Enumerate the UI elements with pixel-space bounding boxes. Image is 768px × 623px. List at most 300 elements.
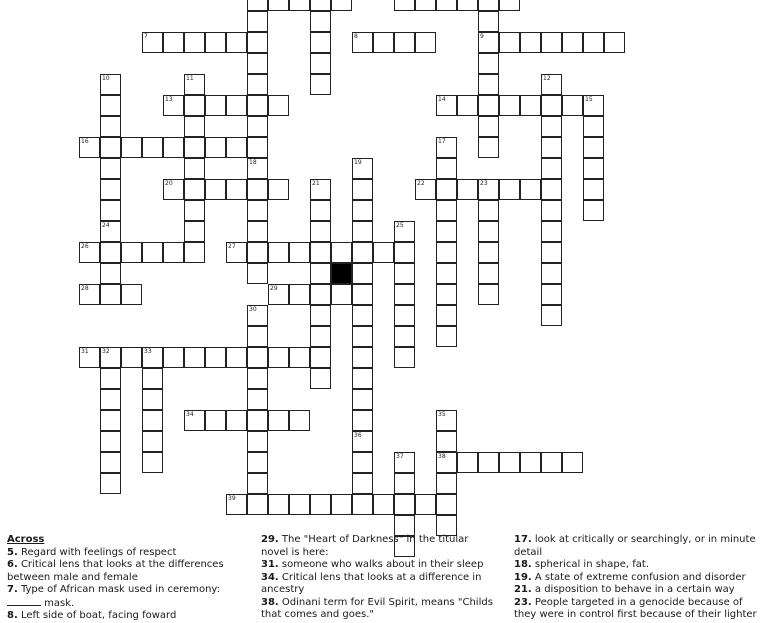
grid-cell[interactable]	[226, 95, 247, 116]
grid-cell[interactable]	[289, 0, 310, 11]
grid-cell[interactable]	[247, 410, 268, 431]
grid-cell[interactable]	[121, 347, 142, 368]
clue-number-label: 17	[438, 138, 446, 145]
grid-cell[interactable]	[289, 410, 310, 431]
grid-cell[interactable]	[247, 368, 268, 389]
grid-cell[interactable]	[100, 242, 121, 263]
grid-cell[interactable]	[100, 137, 121, 158]
grid-cell[interactable]	[415, 179, 436, 200]
clue-text: a disposition to behave in a certain way	[531, 584, 735, 595]
grid-cell[interactable]	[499, 179, 520, 200]
grid-cell[interactable]	[310, 32, 331, 53]
grid-cell[interactable]	[226, 242, 247, 263]
grid-cell[interactable]	[100, 473, 121, 494]
grid-cell[interactable]	[394, 452, 415, 473]
grid-cell[interactable]	[583, 32, 604, 53]
grid-cell[interactable]	[478, 74, 499, 95]
grid-cell[interactable]	[184, 32, 205, 53]
clue-number: 29.	[261, 534, 279, 545]
grid-cell[interactable]	[541, 95, 562, 116]
grid-cell[interactable]	[394, 0, 415, 11]
grid-cell[interactable]	[478, 221, 499, 242]
grid-cell[interactable]	[268, 179, 289, 200]
grid-cell[interactable]	[583, 158, 604, 179]
grid-cell[interactable]	[541, 116, 562, 137]
grid-cell[interactable]	[436, 200, 457, 221]
clue-column-2	[261, 534, 497, 622]
grid-cell[interactable]	[478, 200, 499, 221]
clue-item	[261, 559, 497, 572]
grid-cell[interactable]	[205, 137, 226, 158]
grid-cell[interactable]	[268, 95, 289, 116]
grid-cell[interactable]	[247, 0, 268, 11]
grid-cell[interactable]	[352, 368, 373, 389]
grid-cell[interactable]	[436, 494, 457, 515]
grid-cell[interactable]	[562, 32, 583, 53]
grid-cell[interactable]	[247, 200, 268, 221]
grid-cell[interactable]	[478, 0, 499, 11]
clue-item	[7, 610, 247, 623]
clue-number-label: 36	[354, 432, 362, 439]
grid-cell[interactable]	[436, 326, 457, 347]
grid-cell[interactable]	[205, 179, 226, 200]
grid-cell[interactable]	[142, 242, 163, 263]
grid-cell[interactable]	[352, 347, 373, 368]
grid-cell[interactable]	[499, 32, 520, 53]
grid-cell[interactable]	[541, 242, 562, 263]
clue-number-label: 14	[438, 96, 446, 103]
grid-cell[interactable]	[352, 389, 373, 410]
grid-cell[interactable]	[541, 158, 562, 179]
grid-cell[interactable]	[352, 473, 373, 494]
grid-cell[interactable]	[541, 200, 562, 221]
grid-cell[interactable]	[100, 221, 121, 242]
grid-cell[interactable]	[352, 305, 373, 326]
clue-text: spherical in shape, fat.	[531, 559, 649, 570]
grid-cell[interactable]	[289, 242, 310, 263]
grid-cell[interactable]	[394, 221, 415, 242]
grid-cell[interactable]	[478, 32, 499, 53]
clue-text: Critical lens that looks at the differences between male and female	[7, 559, 224, 583]
grid-cell[interactable]	[352, 326, 373, 347]
grid-cell[interactable]	[373, 494, 394, 515]
grid-cell[interactable]	[247, 179, 268, 200]
grid-cell[interactable]	[205, 347, 226, 368]
grid-cell[interactable]	[226, 410, 247, 431]
grid-cell[interactable]	[184, 95, 205, 116]
grid-cell[interactable]	[100, 368, 121, 389]
grid-cell[interactable]	[478, 137, 499, 158]
grid-cell[interactable]	[163, 137, 184, 158]
clue-text: Odinani term for Evil Spirit, means "Childs that comes and goes."	[261, 596, 493, 620]
grid-cell[interactable]	[394, 305, 415, 326]
grid-cell[interactable]	[268, 410, 289, 431]
grid-cell[interactable]	[436, 179, 457, 200]
grid-cell[interactable]	[352, 221, 373, 242]
grid-cell[interactable]	[268, 494, 289, 515]
grid-cell[interactable]	[310, 200, 331, 221]
grid-cell[interactable]	[100, 452, 121, 473]
grid-cell[interactable]	[331, 494, 352, 515]
grid-cell[interactable]	[310, 53, 331, 74]
clue-item	[514, 584, 764, 597]
grid-cell[interactable]	[541, 305, 562, 326]
grid-cell[interactable]	[226, 137, 247, 158]
grid-cell[interactable]	[352, 452, 373, 473]
grid-cell[interactable]	[247, 95, 268, 116]
grid-cell[interactable]	[163, 347, 184, 368]
grid-cell[interactable]	[310, 494, 331, 515]
grid-cell[interactable]	[436, 0, 457, 11]
clue-text: Type of African mask used in ceremony:	[17, 584, 220, 595]
grid-cell[interactable]	[436, 137, 457, 158]
clue-column-3	[514, 534, 764, 622]
clue-number-label: 7	[144, 33, 148, 40]
clue-number-label: 39	[228, 495, 236, 502]
grid-cell[interactable]	[100, 179, 121, 200]
grid-cell[interactable]	[100, 431, 121, 452]
grid-cell[interactable]	[394, 515, 415, 536]
grid-cell[interactable]	[436, 221, 457, 242]
clue-number-label: 29	[270, 285, 278, 292]
grid-cell[interactable]	[184, 410, 205, 431]
grid-cell[interactable]	[184, 242, 205, 263]
grid-cell[interactable]	[604, 32, 625, 53]
grid-cell[interactable]	[184, 347, 205, 368]
grid-cell[interactable]	[100, 200, 121, 221]
grid-cell[interactable]	[205, 410, 226, 431]
grid-cell[interactable]	[394, 494, 415, 515]
grid-cell[interactable]	[352, 410, 373, 431]
grid-cell[interactable]	[310, 263, 331, 284]
grid-cell[interactable]	[457, 452, 478, 473]
grid-cell[interactable]	[520, 179, 541, 200]
grid-cell[interactable]	[457, 179, 478, 200]
grid-cell[interactable]	[583, 95, 604, 116]
grid-cell[interactable]	[100, 74, 121, 95]
grid-cell[interactable]	[247, 32, 268, 53]
blocked-cell	[331, 263, 352, 284]
grid-cell[interactable]	[520, 95, 541, 116]
grid-cell[interactable]	[352, 431, 373, 452]
clue-item	[514, 534, 764, 559]
clue-text: People targeted in a genocide because of they were in control first because of their lighter	[514, 596, 757, 620]
clue-number: 7.	[7, 584, 18, 595]
clue-item	[261, 572, 497, 597]
grid-cell[interactable]	[184, 74, 205, 95]
grid-cell[interactable]	[436, 515, 457, 536]
grid-cell[interactable]	[226, 179, 247, 200]
grid-cell[interactable]	[457, 95, 478, 116]
grid-cell[interactable]	[163, 179, 184, 200]
grid-cell[interactable]	[184, 179, 205, 200]
clue-number-label: 16	[81, 138, 89, 145]
grid-cell[interactable]	[184, 200, 205, 221]
clue-number: 6.	[7, 559, 18, 570]
grid-cell[interactable]	[289, 347, 310, 368]
grid-cell[interactable]	[352, 494, 373, 515]
grid-cell[interactable]	[541, 74, 562, 95]
grid-cell[interactable]	[79, 347, 100, 368]
clue-number-label: 31	[81, 348, 89, 355]
grid-cell[interactable]	[205, 32, 226, 53]
grid-cell[interactable]	[100, 158, 121, 179]
grid-cell[interactable]	[394, 263, 415, 284]
grid-cell[interactable]	[247, 389, 268, 410]
clue-number-label: 13	[165, 96, 173, 103]
clue-column-1	[7, 534, 247, 623]
grid-cell[interactable]	[100, 347, 121, 368]
clue-text: Left side of boat, facing foward	[17, 610, 177, 621]
grid-cell[interactable]	[184, 137, 205, 158]
grid-cell[interactable]	[436, 305, 457, 326]
grid-cell[interactable]	[100, 389, 121, 410]
grid-cell[interactable]	[247, 116, 268, 137]
grid-cell[interactable]	[247, 11, 268, 32]
grid-cell[interactable]	[541, 452, 562, 473]
grid-cell[interactable]	[583, 116, 604, 137]
clue-number-label: 37	[396, 453, 404, 460]
grid-cell[interactable]	[478, 452, 499, 473]
clue-number-label: 21	[312, 180, 320, 187]
grid-cell[interactable]	[373, 242, 394, 263]
grid-cell[interactable]	[310, 221, 331, 242]
grid-cell[interactable]	[163, 95, 184, 116]
grid-cell[interactable]	[415, 0, 436, 11]
grid-cell[interactable]	[142, 137, 163, 158]
clue-item	[7, 547, 247, 560]
grid-cell[interactable]	[79, 284, 100, 305]
grid-cell[interactable]	[520, 452, 541, 473]
clue-number-label: 11	[186, 75, 194, 82]
grid-cell[interactable]	[163, 242, 184, 263]
grid-cell[interactable]	[394, 242, 415, 263]
grid-cell[interactable]	[142, 410, 163, 431]
grid-cell[interactable]	[247, 263, 268, 284]
grid-cell[interactable]	[310, 0, 331, 11]
grid-cell[interactable]	[100, 116, 121, 137]
grid-cell[interactable]	[247, 494, 268, 515]
grid-cell[interactable]	[436, 410, 457, 431]
grid-cell[interactable]	[247, 452, 268, 473]
grid-cell[interactable]	[226, 494, 247, 515]
grid-cell[interactable]	[436, 242, 457, 263]
clue-number-label: 38	[438, 453, 446, 460]
clue-number-label: 26	[81, 243, 89, 250]
grid-cell[interactable]	[478, 11, 499, 32]
grid-cell[interactable]	[478, 263, 499, 284]
grid-cell[interactable]	[100, 410, 121, 431]
grid-cell[interactable]	[184, 221, 205, 242]
grid-cell[interactable]	[373, 32, 394, 53]
grid-cell[interactable]	[310, 347, 331, 368]
grid-cell[interactable]	[247, 137, 268, 158]
grid-cell[interactable]	[184, 116, 205, 137]
grid-cell[interactable]	[352, 242, 373, 263]
grid-cell[interactable]	[100, 95, 121, 116]
grid-cell[interactable]	[121, 284, 142, 305]
grid-cell[interactable]	[394, 326, 415, 347]
grid-cell[interactable]	[163, 32, 184, 53]
grid-cell[interactable]	[331, 0, 352, 11]
grid-cell[interactable]	[142, 452, 163, 473]
grid-cell[interactable]	[541, 221, 562, 242]
grid-cell[interactable]	[142, 431, 163, 452]
clue-number-label: 23	[480, 180, 488, 187]
grid-cell[interactable]	[331, 242, 352, 263]
grid-cell[interactable]	[394, 284, 415, 305]
grid-cell[interactable]	[499, 452, 520, 473]
grid-cell[interactable]	[310, 326, 331, 347]
grid-cell[interactable]	[331, 284, 352, 305]
grid-cell[interactable]	[205, 95, 226, 116]
grid-cell[interactable]	[478, 242, 499, 263]
grid-cell[interactable]	[499, 95, 520, 116]
grid-cell[interactable]	[436, 95, 457, 116]
clue-text: look at critically or searchingly, or in minute detail	[514, 534, 756, 558]
grid-cell[interactable]	[247, 431, 268, 452]
grid-cell[interactable]	[352, 32, 373, 53]
grid-cell[interactable]	[562, 452, 583, 473]
grid-cell[interactable]	[142, 347, 163, 368]
clue-number: 23.	[514, 596, 532, 608]
grid-cell[interactable]	[394, 32, 415, 53]
grid-cell[interactable]	[478, 179, 499, 200]
grid-cell[interactable]	[520, 32, 541, 53]
grid-cell[interactable]	[436, 452, 457, 473]
grid-cell[interactable]	[457, 0, 478, 11]
grid-cell[interactable]	[289, 494, 310, 515]
clue-number-label: 32	[102, 348, 110, 355]
grid-cell[interactable]	[121, 242, 142, 263]
grid-cell[interactable]	[478, 53, 499, 74]
grid-cell[interactable]	[310, 11, 331, 32]
grid-cell[interactable]	[121, 137, 142, 158]
clue-number-label: 25	[396, 222, 404, 229]
grid-cell[interactable]	[541, 32, 562, 53]
grid-cell[interactable]	[436, 284, 457, 305]
clue-number-label: 27	[228, 243, 236, 250]
grid-cell[interactable]	[541, 179, 562, 200]
clue-number: 21.	[514, 584, 532, 595]
grid-cell[interactable]	[247, 221, 268, 242]
grid-cell[interactable]	[268, 242, 289, 263]
clue-text: A state of extreme confusion and disorder	[531, 571, 746, 583]
clue-number-label: 22	[417, 180, 425, 187]
clue-number-label: 15	[585, 96, 593, 103]
grid-cell[interactable]	[394, 347, 415, 368]
grid-cell[interactable]	[562, 95, 583, 116]
grid-cell[interactable]	[247, 473, 268, 494]
answer-blank	[7, 597, 41, 606]
grid-cell[interactable]	[142, 389, 163, 410]
grid-cell[interactable]	[478, 95, 499, 116]
grid-cell[interactable]	[79, 137, 100, 158]
clue-number: 38.	[261, 596, 279, 608]
grid-cell[interactable]	[289, 284, 310, 305]
clue-number: 5.	[7, 546, 18, 558]
grid-cell[interactable]	[247, 347, 268, 368]
clue-item	[514, 559, 764, 572]
clue-text: The "Heart of Darkness" in the titular novel is here:	[261, 534, 469, 558]
grid-cell[interactable]	[499, 0, 520, 11]
grid-cell[interactable]	[310, 74, 331, 95]
grid-cell[interactable]	[541, 263, 562, 284]
grid-cell[interactable]	[583, 179, 604, 200]
grid-cell[interactable]	[100, 263, 121, 284]
grid-cell[interactable]	[142, 368, 163, 389]
grid-cell[interactable]	[142, 32, 163, 53]
clue-item	[7, 584, 247, 610]
grid-cell[interactable]	[226, 347, 247, 368]
clue-number: 18.	[514, 559, 532, 570]
grid-cell[interactable]	[310, 179, 331, 200]
grid-cell[interactable]	[541, 284, 562, 305]
grid-cell[interactable]	[247, 326, 268, 347]
grid-cell[interactable]	[247, 53, 268, 74]
clue-number-label: 10	[102, 75, 110, 82]
grid-cell[interactable]	[310, 284, 331, 305]
grid-cell[interactable]	[352, 200, 373, 221]
grid-cell[interactable]	[352, 284, 373, 305]
grid-cell[interactable]	[268, 347, 289, 368]
grid-cell[interactable]	[247, 305, 268, 326]
clue-item	[514, 572, 764, 585]
grid-cell[interactable]	[79, 242, 100, 263]
grid-cell[interactable]	[436, 263, 457, 284]
grid-cell[interactable]	[247, 74, 268, 95]
across-heading: Across	[7, 534, 45, 545]
clue-number: 17.	[514, 534, 532, 545]
clue-text: Critical lens that looks at a difference in ancestry	[261, 571, 482, 595]
grid-cell[interactable]	[247, 158, 268, 179]
grid-cell[interactable]	[583, 137, 604, 158]
grid-cell[interactable]	[184, 158, 205, 179]
grid-cell[interactable]	[226, 32, 247, 53]
grid-cell[interactable]	[583, 200, 604, 221]
grid-cell[interactable]	[247, 242, 268, 263]
grid-cell[interactable]	[268, 0, 289, 11]
grid-cell[interactable]	[478, 116, 499, 137]
grid-cell[interactable]	[436, 473, 457, 494]
grid-cell[interactable]	[415, 494, 436, 515]
grid-cell[interactable]	[352, 263, 373, 284]
clue-text-tail: mask.	[41, 597, 75, 609]
grid-cell[interactable]	[310, 368, 331, 389]
grid-cell[interactable]	[310, 305, 331, 326]
grid-cell[interactable]	[310, 242, 331, 263]
clue-text: Regard with feelings of respect	[17, 546, 177, 558]
clue-number-label: 12	[543, 75, 551, 82]
grid-cell[interactable]	[352, 179, 373, 200]
grid-cell[interactable]	[100, 284, 121, 305]
grid-cell[interactable]	[394, 473, 415, 494]
clue-number-label: 33	[144, 348, 152, 355]
grid-cell[interactable]	[415, 32, 436, 53]
clue-number-label: 34	[186, 411, 194, 418]
clue-text: someone who walks about in their sleep	[278, 559, 484, 570]
grid-cell[interactable]	[352, 158, 373, 179]
clue-number-label: 9	[480, 33, 484, 40]
clue-number-label: 35	[438, 411, 446, 418]
grid-cell[interactable]	[436, 431, 457, 452]
grid-cell[interactable]	[268, 284, 289, 305]
clue-number: 8.	[7, 610, 18, 621]
grid-cell[interactable]	[541, 137, 562, 158]
grid-cell[interactable]	[478, 284, 499, 305]
clue-number-label: 19	[354, 159, 362, 166]
grid-cell[interactable]	[436, 158, 457, 179]
